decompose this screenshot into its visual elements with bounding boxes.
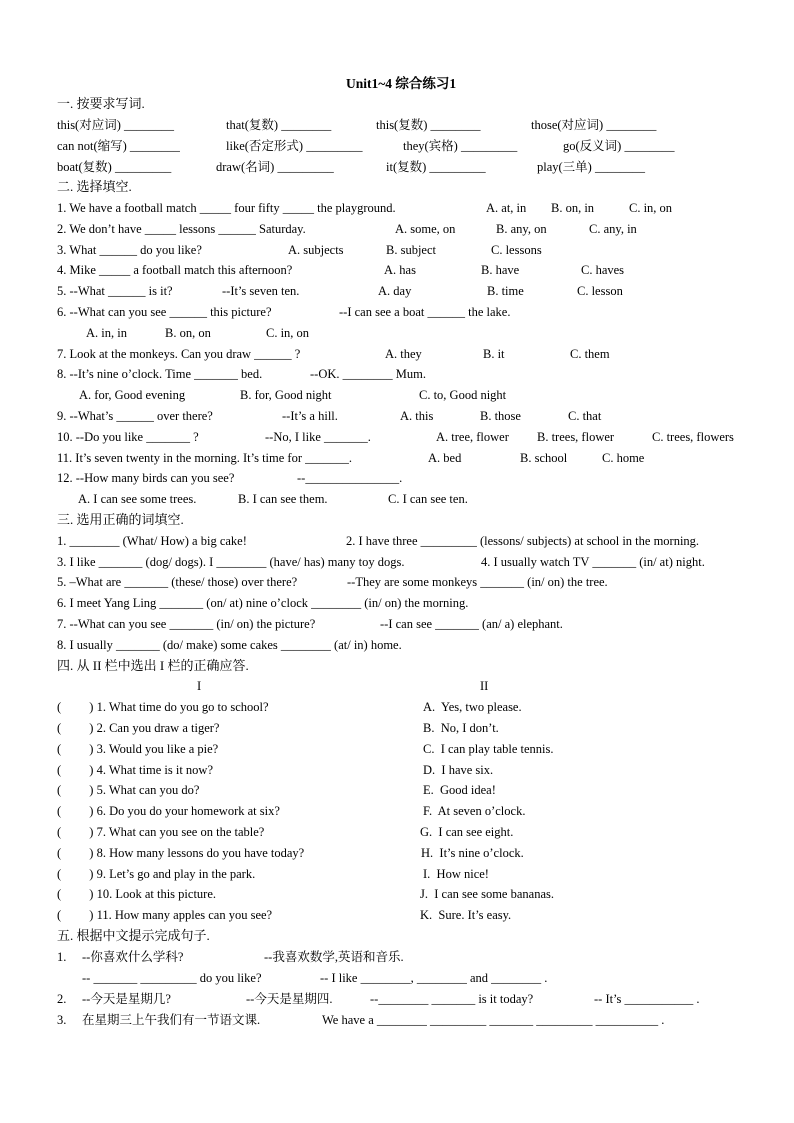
section-2-heading: 二. 选择填空. <box>57 179 132 194</box>
s5-cn-1b: --我喜欢数学,英语和音乐. <box>264 950 404 964</box>
section-5-heading: 五. 根据中文提示完成句子. <box>57 928 210 943</box>
s2-q7-opt-c: C. them <box>570 347 610 361</box>
s2-q2-opt-b: B. any, on <box>496 222 547 236</box>
match-right-f: F. At seven o’clock. <box>423 804 526 818</box>
s2-q8-answer: --OK. ________ Mum. <box>310 367 426 381</box>
s1-r1-c4: those(对应词) ________ <box>531 118 657 132</box>
s1-r1-c1: this(对应词) ________ <box>57 118 175 132</box>
s2-q1-opt-a: A. at, in <box>486 201 527 215</box>
s3-item-8: 8. I usually _______ (do/ make) some cakes ________ (at/ in) home. <box>57 638 402 652</box>
s5-cn-2a: --今天是星期几? <box>82 992 171 1006</box>
s2-q10-opt-b: B. trees, flower <box>537 430 615 444</box>
s1-r3-c2: draw(名词) _________ <box>216 160 334 174</box>
s2-q5-opt-b: B. time <box>487 284 524 298</box>
s2-q9-opt-b: B. those <box>480 409 521 423</box>
s1-r2-c2: like(否定形式) _________ <box>226 139 363 153</box>
section-3-heading: 三. 选用正确的词填空. <box>57 512 184 527</box>
s5-cn-3: 在星期三上午我们有一节语文课. <box>82 1013 261 1027</box>
match-left-11: ( ) 11. How many apples can you see? <box>57 908 273 922</box>
s3-item-7-answer: --I can see _______ (an/ a) elephant. <box>380 617 563 631</box>
match-right-e: E. Good idea! <box>423 783 496 797</box>
s1-r2-c4: go(反义词) ________ <box>563 139 675 153</box>
s2-q6: 6. --What can you see ______ this picture? <box>57 305 272 319</box>
s3-item-6: 6. I meet Yang Ling _______ (on/ at) nine o’clock ________ (in/ on) the morning. <box>57 596 469 610</box>
s5-num-3: 3. <box>57 1013 67 1027</box>
match-left-2: ( ) 2. Can you draw a tiger? <box>57 721 220 735</box>
s2-q2-opt-a: A. some, on <box>395 222 456 236</box>
s2-q9-answer: --It’s a hill. <box>282 409 338 423</box>
page-title: Unit1~4 综合练习1 <box>346 76 457 91</box>
s2-q8-opt-a: A. for, Good evening <box>79 388 186 402</box>
match-left-6: ( ) 6. Do you do your homework at six? <box>57 804 280 818</box>
match-left-5: ( ) 5. What can you do? <box>57 783 200 797</box>
match-right-c: C. I can play table tennis. <box>423 742 554 756</box>
s5-num-1: 1. <box>57 950 67 964</box>
s2-q10-answer: --No, I like _______. <box>265 430 371 444</box>
s2-q3-opt-b: B. subject <box>386 243 436 257</box>
s5-num-2: 2. <box>57 992 67 1006</box>
s3-item-2: 2. I have three _________ (lessons/ subjects) at school in the morning. <box>346 534 700 548</box>
s1-r3-c3: it(复数) _________ <box>386 160 486 174</box>
match-right-b: B. No, I don’t. <box>423 721 499 735</box>
section-4-heading: 四. 从 II 栏中选出 I 栏的正确应答. <box>57 658 249 673</box>
s2-q8: 8. --It’s nine o’clock. Time _______ bed. <box>57 367 263 381</box>
section-1-heading: 一. 按要求写词. <box>57 96 145 111</box>
match-right-j: J. I can see some bananas. <box>420 887 554 901</box>
s2-q7-opt-b: B. it <box>483 347 505 361</box>
s2-q12-opt-a: A. I can see some trees. <box>78 492 197 506</box>
s2-q12: 12. --How many birds can you see? <box>57 471 235 485</box>
match-left-8: ( ) 8. How many lessons do you have today? <box>57 846 305 860</box>
match-left-7: ( ) 7. What can you see on the table? <box>57 825 265 839</box>
s2-q11: 11. It’s seven twenty in the morning. It’s time for _______. <box>57 451 352 465</box>
match-left-3: ( ) 3. Would you like a pie? <box>57 742 219 756</box>
s2-q3: 3. What ______ do you like? <box>57 243 202 257</box>
s2-q7-opt-a: A. they <box>385 347 422 361</box>
match-right-d: D. I have six. <box>423 763 494 777</box>
s2-q1-opt-b: B. on, in <box>551 201 595 215</box>
match-right-g: G. I can see eight. <box>420 825 514 839</box>
s1-r2-c3: they(宾格) _________ <box>403 139 518 153</box>
s5-cn-1a: --你喜欢什么学科? <box>82 950 184 964</box>
s2-q5-opt-c: C. lesson <box>577 284 623 298</box>
s2-q6-opt-c: C. in, on <box>266 326 310 340</box>
s2-q12-opt-c: C. I can see ten. <box>388 492 468 506</box>
match-right-a: A. Yes, two please. <box>423 700 522 714</box>
s1-r2-c1: can not(缩写) ________ <box>57 139 180 153</box>
s2-q2-opt-c: C. any, in <box>589 222 637 236</box>
s2-q8-opt-b: B. for, Good night <box>240 388 332 402</box>
s2-q9-opt-a: A. this <box>400 409 434 423</box>
match-left-4: ( ) 4. What time is it now? <box>57 763 213 777</box>
s1-r3-c1: boat(复数) _________ <box>57 160 172 174</box>
s2-q4: 4. Mike _____ a football match this afternoon? <box>57 263 293 277</box>
s2-q3-opt-a: A. subjects <box>288 243 344 257</box>
s5-en-1b: -- I like ________, ________ and ________ . <box>320 971 548 985</box>
s2-q5: 5. --What ______ is it? <box>57 284 173 298</box>
s5-en-1a: -- _______ _________ do you like? <box>82 971 262 985</box>
s2-q10-opt-c: C. trees, flowers <box>652 430 734 444</box>
s2-q1-opt-c: C. in, on <box>629 201 673 215</box>
s2-q10-opt-a: A. tree, flower <box>436 430 509 444</box>
s5-en-2a: --________ _______ is it today? <box>370 992 534 1006</box>
s2-q12-answer: --_______________. <box>297 471 403 485</box>
s2-q11-opt-c: C. home <box>602 451 645 465</box>
s2-q10: 10. --Do you like _______ ? <box>57 430 199 444</box>
match-left-9: ( ) 9. Let’s go and play in the park. <box>57 867 256 881</box>
s2-q3-opt-c: C. lessons <box>491 243 542 257</box>
s3-item-3: 3. I like _______ (dog/ dogs). I ________ (have/ has) many toy dogs. <box>57 555 405 569</box>
s2-q1: 1. We have a football match _____ four fifty _____ the playground. <box>57 201 396 215</box>
match-left-1: ( ) 1. What time do you go to school? <box>57 700 269 714</box>
match-right-h: H. It’s nine o’clock. <box>421 846 524 860</box>
match-right-k: K. Sure. It’s easy. <box>420 908 512 922</box>
match-right-i: I. How nice! <box>423 867 489 881</box>
column-ii-header: II <box>480 679 489 693</box>
s2-q4-opt-c: C. haves <box>581 263 625 277</box>
s1-r3-c4: play(三单) ________ <box>537 160 645 174</box>
match-left-10: ( ) 10. Look at this picture. <box>57 887 216 901</box>
s2-q4-opt-b: B. have <box>481 263 520 277</box>
column-i-header: I <box>197 679 202 693</box>
s2-q9-opt-c: C. that <box>568 409 602 423</box>
s2-q4-opt-a: A. has <box>384 263 416 277</box>
s2-q6-opt-a: A. in, in <box>86 326 127 340</box>
s5-cn-2b: --今天是星期四. <box>246 992 333 1006</box>
s2-q11-opt-b: B. school <box>520 451 568 465</box>
s1-r1-c2: that(复数) ________ <box>226 118 332 132</box>
s3-item-7: 7. --What can you see _______ (in/ on) the picture? <box>57 617 316 631</box>
s1-r1-c3: this(复数) ________ <box>376 118 481 132</box>
s3-item-4: 4. I usually watch TV _______ (in/ at) night. <box>481 555 705 569</box>
s3-item-5-answer: --They are some monkeys _______ (in/ on) the tree. <box>347 575 608 589</box>
s3-item-1: 1. ________ (What/ How) a big cake! <box>57 534 247 548</box>
s5-en-2b: -- It’s ___________ . <box>594 992 700 1006</box>
s2-q5-answer: --It’s seven ten. <box>222 284 300 298</box>
s2-q6-answer: --I can see a boat ______ the lake. <box>339 305 511 319</box>
s2-q6-opt-b: B. on, on <box>165 326 211 340</box>
s2-q7: 7. Look at the monkeys. Can you draw ______ ? <box>57 347 301 361</box>
s2-q5-opt-a: A. day <box>378 284 412 298</box>
s2-q12-opt-b: B. I can see them. <box>238 492 328 506</box>
s2-q11-opt-a: A. bed <box>428 451 462 465</box>
s3-item-5: 5. –What are _______ (these/ those) over there? <box>57 575 298 589</box>
s2-q8-opt-c: C. to, Good night <box>419 388 507 402</box>
s2-q9: 9. --What’s ______ over there? <box>57 409 213 423</box>
s2-q2: 2. We don’t have _____ lessons ______ Saturday. <box>57 222 306 236</box>
s5-en-3: We have a ________ _________ _______ _________ __________ . <box>322 1013 665 1027</box>
